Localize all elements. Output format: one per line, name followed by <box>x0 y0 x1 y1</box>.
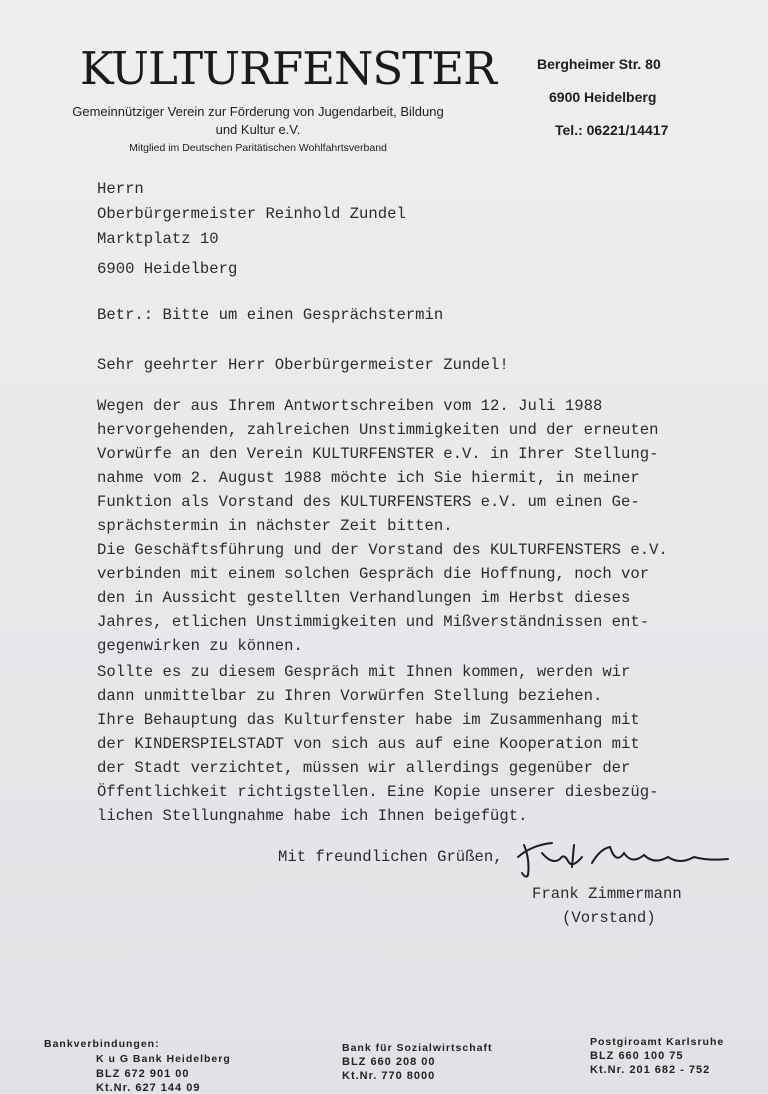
recipient-street: Marktplatz 10 <box>97 230 219 248</box>
tagline-line-2: und Kultur e.V. <box>215 122 301 137</box>
body-line: lichen Stellungnahme habe ich Ihnen beigefügt. <box>97 807 528 825</box>
closing-phrase: Mit freundlichen Grüßen, <box>278 848 503 866</box>
sender-phone: Tel.: 06221/14417 <box>555 122 669 138</box>
body-line: Ihre Behauptung das Kulturfenster habe im Zusammenhang mit <box>97 711 640 729</box>
tagline-line-1: Gemeinnütziger Verein zur Förderung von Jugendarbeit, Bildung <box>72 104 444 119</box>
signer-name: Frank Zimmermann <box>532 885 682 903</box>
body-line: nahme vom 2. August 1988 möchte ich Sie hiermit, in meiner <box>97 469 640 487</box>
bank-3-name: Postgiroamt Karlsruhe <box>590 1036 725 1048</box>
body-line: dann unmittelbar zu Ihren Vorwürfen Stellung beziehen. <box>97 687 603 705</box>
sender-city: 6900 Heidelberg <box>549 89 657 105</box>
body-line: verbinden mit einem solchen Gespräch die Hoffnung, noch vor <box>97 565 650 583</box>
bank-1-name: K u G Bank Heidelberg <box>96 1053 231 1065</box>
body-line: der Stadt verzichtet, müssen wir allerdings gegenüber der <box>97 759 631 777</box>
recipient-city: 6900 Heidelberg <box>97 260 238 278</box>
body-line: Funktion als Vorstand des KULTURFENSTERS e.V. um einen Ge- <box>97 493 640 511</box>
bank-3-account: Kt.Nr. 201 682 - 752 <box>590 1064 711 1076</box>
bank-2-blz: BLZ 660 208 00 <box>342 1056 436 1068</box>
body-line: Jahres, etlichen Unstimmigkeiten und Mißverständnissen ent- <box>97 613 650 631</box>
body-line: Vorwürfe an den Verein KULTURFENSTER e.V. in Ihrer Stellung- <box>97 445 659 463</box>
sender-street: Bergheimer Str. 80 <box>537 56 661 72</box>
bank-2-name: Bank für Sozialwirtschaft <box>342 1042 493 1054</box>
body-line: den in Aussicht gestellten Verhandlungen im Herbst dieses <box>97 589 631 607</box>
bank-1-blz: BLZ 672 901 00 <box>96 1068 190 1080</box>
organization-logo: KULTURFENSTER <box>80 42 496 95</box>
footer-heading: Bankverbindungen: <box>44 1038 160 1050</box>
body-line: Öffentlichkeit richtigstellen. Eine Kopie unserer diesbezüg- <box>97 783 659 801</box>
body-line: sprächstermin in nächster Zeit bitten. <box>97 517 453 535</box>
tagline-line-3: Mitglied im Deutschen Paritätischen Wohlfahrtsverband <box>129 142 387 154</box>
handwritten-signature <box>512 835 732 880</box>
signer-role: (Vorstand) <box>562 909 656 927</box>
body-line: gegenwirken zu können. <box>97 637 303 655</box>
subject-line: Betr.: Bitte um einen Gesprächstermin <box>97 306 444 324</box>
recipient-name: Oberbürgermeister Reinhold Zundel <box>97 205 406 223</box>
bank-2-account: Kt.Nr. 770 8000 <box>342 1070 436 1082</box>
body-line: hervorgehenden, zahlreichen Unstimmigkeiten und der erneuten <box>97 421 659 439</box>
greeting: Sehr geehrter Herr Oberbürgermeister Zundel! <box>97 356 509 374</box>
body-line: der KINDERSPIELSTADT von sich aus auf eine Kooperation mit <box>97 735 640 753</box>
body-line: Die Geschäftsführung und der Vorstand des KULTURFENSTERS e.V. <box>97 541 668 559</box>
bank-1-account: Kt.Nr. 627 144 09 <box>96 1082 201 1094</box>
recipient-salutation: Herrn <box>97 180 144 198</box>
body-line: Sollte es zu diesem Gespräch mit Ihnen kommen, werden wir <box>97 663 631 681</box>
bank-3-blz: BLZ 660 100 75 <box>590 1050 684 1062</box>
body-line: Wegen der aus Ihrem Antwortschreiben vom 12. Juli 1988 <box>97 397 603 415</box>
